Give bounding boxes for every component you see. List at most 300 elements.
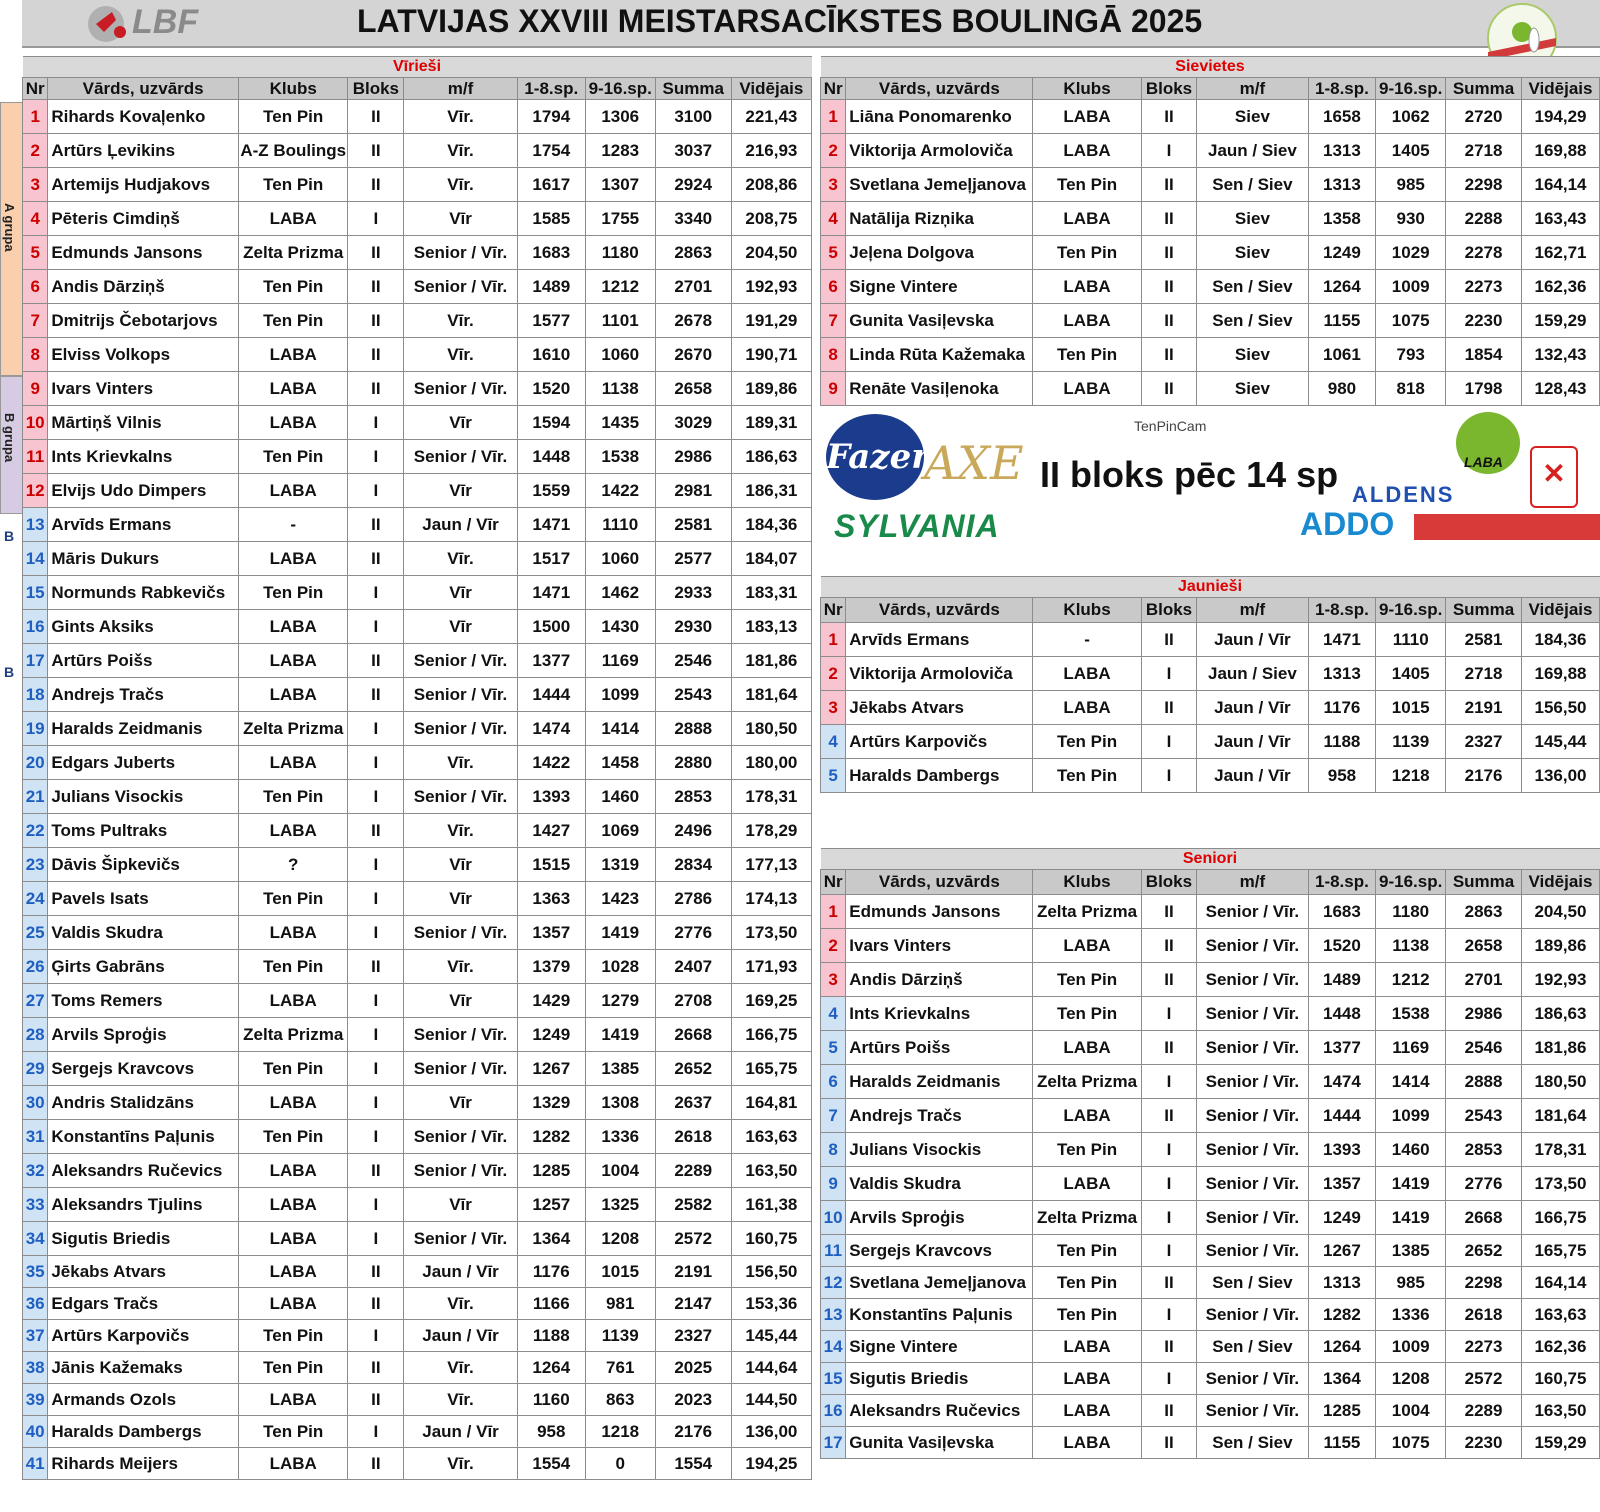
name-cell: Signe Vintere: [846, 1331, 1033, 1363]
table-row: [23, 1256, 812, 1288]
club-cell: LABA: [1033, 1099, 1141, 1133]
category-cell: Senior / Vīr.: [404, 236, 518, 270]
club-cell: Ten Pin: [1033, 338, 1141, 372]
games-9-16-cell: 1208: [1376, 1363, 1446, 1395]
average-cell: 166,75: [1521, 1201, 1599, 1235]
club-cell: LABA: [238, 1188, 348, 1222]
club-cell: Ten Pin: [238, 1052, 348, 1086]
club-cell: LABA: [1033, 1167, 1141, 1201]
table-row: [821, 1331, 1600, 1363]
games-1-8-cell: 1683: [517, 236, 585, 270]
rank-cell: 15: [821, 1363, 846, 1395]
rank-cell: 4: [821, 202, 846, 236]
average-cell: 145,44: [731, 1320, 811, 1352]
group-a-text: A grupa: [2, 203, 17, 252]
rank-cell: 9: [821, 1167, 846, 1201]
block-cell: I: [348, 1416, 404, 1448]
games-9-16-cell: 1538: [1376, 997, 1446, 1031]
rank-cell: 39: [23, 1384, 48, 1416]
games-1-8-cell: 1520: [1308, 929, 1376, 963]
games-1-8-cell: 1471: [1308, 623, 1376, 657]
category-cell: Senior / Vīr.: [1197, 1065, 1308, 1099]
total-cell: 2025: [655, 1352, 731, 1384]
games-1-8-cell: 1474: [517, 712, 585, 746]
total-cell: 2191: [1446, 691, 1522, 725]
games-9-16-cell: 1101: [585, 304, 655, 338]
block-cell: II: [348, 1448, 404, 1480]
average-cell: 183,31: [731, 576, 811, 610]
name-cell: Julians Visockis: [846, 1133, 1033, 1167]
block-cell: I: [348, 712, 404, 746]
total-cell: 2986: [655, 440, 731, 474]
table-row: [23, 1052, 812, 1086]
block-cell: II: [348, 372, 404, 406]
rank-cell: 28: [23, 1018, 48, 1052]
games-1-8-cell: 1427: [517, 814, 585, 848]
average-cell: 162,36: [1521, 1331, 1599, 1363]
average-cell: 192,93: [1521, 963, 1599, 997]
table-row: [821, 963, 1600, 997]
block-cell: I: [1141, 725, 1197, 759]
games-1-8-cell: 1264: [1308, 270, 1376, 304]
club-cell: Ten Pin: [1033, 1299, 1141, 1331]
total-cell: 2930: [655, 610, 731, 644]
average-cell: 171,93: [731, 950, 811, 984]
club-cell: LABA: [238, 746, 348, 780]
total-cell: 2880: [655, 746, 731, 780]
games-9-16-cell: 1110: [585, 508, 655, 542]
block-cell: I: [1141, 657, 1197, 691]
games-9-16-cell: 1419: [1376, 1167, 1446, 1201]
total-cell: 2863: [655, 236, 731, 270]
rank-cell: 23: [23, 848, 48, 882]
block-cell: I: [348, 848, 404, 882]
rank-cell: 37: [23, 1320, 48, 1352]
games-9-16-cell: 1460: [1376, 1133, 1446, 1167]
games-9-16-cell: 1009: [1376, 1331, 1446, 1363]
category-cell: Senior / Vīr.: [404, 780, 518, 814]
games-9-16-cell: 1212: [1376, 963, 1446, 997]
rank-cell: 4: [821, 725, 846, 759]
games-1-8-cell: 1377: [517, 644, 585, 678]
club-cell: Ten Pin: [238, 1320, 348, 1352]
block-cell: II: [1141, 372, 1197, 406]
total-cell: 2701: [1446, 963, 1522, 997]
name-cell: Liāna Ponomarenko: [846, 100, 1033, 134]
club-cell: LABA: [1033, 691, 1141, 725]
games-1-8-cell: 1285: [1308, 1395, 1376, 1427]
addo-logo: ADDO: [1300, 506, 1395, 542]
average-cell: 192,93: [731, 270, 811, 304]
name-cell: Edgars Tračs: [48, 1288, 239, 1320]
name-cell: Valdis Skudra: [48, 916, 239, 950]
club-cell: LABA: [1033, 100, 1141, 134]
category-cell: Siev: [1197, 236, 1308, 270]
total-cell: 2230: [1446, 304, 1522, 338]
table-row: [821, 1235, 1600, 1267]
average-cell: 186,63: [1521, 997, 1599, 1031]
average-cell: 173,50: [731, 916, 811, 950]
games-1-8-cell: 1313: [1308, 134, 1376, 168]
name-cell: Natālija Rizņika: [846, 202, 1033, 236]
average-cell: 191,29: [731, 304, 811, 338]
block-cell: II: [348, 270, 404, 304]
games-9-16-cell: 0: [585, 1448, 655, 1480]
games-1-8-cell: 1357: [517, 916, 585, 950]
column-header: Bloks: [1141, 870, 1197, 895]
block-cell: II: [1141, 1099, 1197, 1133]
block-cell: II: [348, 678, 404, 712]
games-1-8-cell: 1282: [1308, 1299, 1376, 1331]
total-cell: 1798: [1446, 372, 1522, 406]
average-cell: 216,93: [731, 134, 811, 168]
table-row: [23, 134, 812, 168]
block-cell: II: [348, 134, 404, 168]
average-cell: 173,50: [1521, 1167, 1599, 1201]
block-cell: I: [1141, 997, 1197, 1031]
column-header: Vidējais: [731, 78, 811, 100]
club-cell: LABA: [238, 372, 348, 406]
block-cell: I: [1141, 134, 1197, 168]
table-row: [23, 474, 812, 508]
block-cell: I: [348, 406, 404, 440]
rank-cell: 6: [23, 270, 48, 304]
category-cell: Vīr: [404, 1188, 518, 1222]
table-row: [23, 236, 812, 270]
games-9-16-cell: 1405: [1376, 657, 1446, 691]
group-b-label: [0, 376, 24, 514]
block-cell: II: [348, 1384, 404, 1416]
games-1-8-cell: 1517: [517, 542, 585, 576]
category-cell: Vīr.: [404, 950, 518, 984]
column-header: Nr: [821, 78, 846, 100]
games-1-8-cell: 1754: [517, 134, 585, 168]
total-cell: 2786: [655, 882, 731, 916]
club-cell: LABA: [238, 202, 348, 236]
name-cell: Ivars Vinters: [846, 929, 1033, 963]
total-cell: 1854: [1446, 338, 1522, 372]
category-cell: Jaun / Siev: [1197, 134, 1308, 168]
name-cell: Julians Visockis: [48, 780, 239, 814]
name-cell: Aleksandrs Ručevics: [846, 1395, 1033, 1427]
category-cell: Senior / Vīr.: [404, 270, 518, 304]
average-cell: 164,81: [731, 1086, 811, 1120]
games-9-16-cell: 1435: [585, 406, 655, 440]
table-row: [821, 236, 1600, 270]
group-b-marker: B: [4, 528, 15, 544]
name-cell: Aleksandrs Ručevics: [48, 1154, 239, 1188]
block-cell: II: [1141, 1031, 1197, 1065]
games-1-8-cell: 1683: [1308, 895, 1376, 929]
games-1-8-cell: 1658: [1308, 100, 1376, 134]
table-row: [23, 780, 812, 814]
games-9-16-cell: 1180: [585, 236, 655, 270]
total-cell: 2776: [655, 916, 731, 950]
club-cell: Ten Pin: [1033, 759, 1141, 793]
rank-cell: 15: [23, 576, 48, 610]
average-cell: 186,31: [731, 474, 811, 508]
games-1-8-cell: 1267: [517, 1052, 585, 1086]
club-cell: LABA: [238, 984, 348, 1018]
block-cell: II: [348, 168, 404, 202]
total-cell: 2546: [1446, 1031, 1522, 1065]
total-cell: 2577: [655, 542, 731, 576]
average-cell: 163,50: [731, 1154, 811, 1188]
column-header: 9-16.sp.: [1376, 870, 1446, 895]
fazer-logo: Fazer: [826, 414, 924, 500]
games-1-8-cell: 1471: [517, 576, 585, 610]
club-cell: LABA: [238, 1222, 348, 1256]
name-cell: Artūrs Ļevikins: [48, 134, 239, 168]
games-1-8-cell: 1264: [517, 1352, 585, 1384]
table-row: [23, 168, 812, 202]
rank-cell: 2: [821, 134, 846, 168]
block-cell: II: [348, 1352, 404, 1384]
block-cell: II: [1141, 100, 1197, 134]
rank-cell: 10: [23, 406, 48, 440]
rank-cell: 33: [23, 1188, 48, 1222]
games-9-16-cell: 1460: [585, 780, 655, 814]
average-cell: 178,31: [1521, 1133, 1599, 1167]
column-header: 9-16.sp.: [1376, 598, 1446, 623]
table-row: [821, 691, 1600, 725]
average-cell: 178,29: [731, 814, 811, 848]
category-cell: Jaun / Vīr: [1197, 623, 1308, 657]
rank-cell: 4: [821, 997, 846, 1031]
total-cell: 2678: [655, 304, 731, 338]
average-cell: 169,25: [731, 984, 811, 1018]
category-cell: Senior / Vīr.: [404, 1222, 518, 1256]
category-cell: Jaun / Siev: [1197, 657, 1308, 691]
games-1-8-cell: 1489: [517, 270, 585, 304]
block-cell: II: [1141, 168, 1197, 202]
name-cell: Svetlana Jemeļjanova: [846, 168, 1033, 202]
games-1-8-cell: 1448: [517, 440, 585, 474]
games-9-16-cell: 1385: [585, 1052, 655, 1086]
average-cell: 144,64: [731, 1352, 811, 1384]
rank-cell: 40: [23, 1416, 48, 1448]
name-cell: Elvijs Udo Dimpers: [48, 474, 239, 508]
games-9-16-cell: 793: [1376, 338, 1446, 372]
block-cell: I: [348, 1222, 404, 1256]
block-cell: I: [348, 474, 404, 508]
club-cell: Ten Pin: [238, 304, 348, 338]
rank-cell: 31: [23, 1120, 48, 1154]
name-cell: Jēkabs Atvars: [846, 691, 1033, 725]
table-row: [821, 338, 1600, 372]
column-header: Klubs: [1033, 870, 1141, 895]
section-title: Vīrieši: [23, 57, 812, 78]
table-row: [23, 406, 812, 440]
games-9-16-cell: 985: [1376, 1267, 1446, 1299]
club-cell: LABA: [1033, 1427, 1141, 1459]
table-row: [23, 1188, 812, 1222]
name-cell: Haralds Zeidmanis: [48, 712, 239, 746]
games-1-8-cell: 1520: [517, 372, 585, 406]
games-9-16-cell: 1029: [1376, 236, 1446, 270]
rank-cell: 20: [23, 746, 48, 780]
games-9-16-cell: 1138: [1376, 929, 1446, 963]
total-cell: 2327: [655, 1320, 731, 1352]
block-cell: II: [1141, 270, 1197, 304]
block-cell: II: [348, 100, 404, 134]
games-9-16-cell: 1138: [585, 372, 655, 406]
category-cell: Senior / Vīr.: [1197, 1235, 1308, 1267]
column-header: Bloks: [1141, 598, 1197, 623]
games-9-16-cell: 1462: [585, 576, 655, 610]
games-9-16-cell: 1004: [585, 1154, 655, 1188]
club-cell: Zelta Prizma: [1033, 1065, 1141, 1099]
name-cell: Arvīds Ermans: [48, 508, 239, 542]
name-cell: Artūrs Karpovičs: [48, 1320, 239, 1352]
seniors-results-table: [820, 848, 1600, 1459]
club-cell: Ten Pin: [238, 780, 348, 814]
average-cell: 132,43: [1521, 338, 1599, 372]
rank-cell: 7: [23, 304, 48, 338]
club-cell: LABA: [238, 1288, 348, 1320]
rank-cell: 9: [821, 372, 846, 406]
block-cell: I: [348, 1188, 404, 1222]
column-header: 9-16.sp.: [585, 78, 655, 100]
table-row: [821, 1099, 1600, 1133]
games-9-16-cell: 1075: [1376, 1427, 1446, 1459]
table-row: [821, 1299, 1600, 1331]
table-row: [23, 1416, 812, 1448]
name-cell: Artemijs Hudjakovs: [48, 168, 239, 202]
table-row: [23, 372, 812, 406]
rank-cell: 7: [821, 1099, 846, 1133]
column-header: Summa: [1446, 598, 1522, 623]
name-cell: Andrejs Tračs: [846, 1099, 1033, 1133]
games-9-16-cell: 1218: [585, 1416, 655, 1448]
club-cell: LABA: [238, 406, 348, 440]
club-cell: A-Z Boulings: [238, 134, 348, 168]
club-cell: LABA: [1033, 1331, 1141, 1363]
column-header: Vārds, uzvārds: [846, 598, 1033, 623]
name-cell: Toms Pultraks: [48, 814, 239, 848]
name-cell: Aleksandrs Tjulins: [48, 1188, 239, 1222]
rank-cell: 10: [821, 1201, 846, 1235]
block-cell: I: [348, 1086, 404, 1120]
average-cell: 189,86: [1521, 929, 1599, 963]
games-1-8-cell: 1176: [1308, 691, 1376, 725]
name-cell: Rihards Meijers: [48, 1448, 239, 1480]
games-9-16-cell: 1062: [1376, 100, 1446, 134]
total-cell: 2543: [1446, 1099, 1522, 1133]
average-cell: 163,63: [1521, 1299, 1599, 1331]
block-cell: II: [348, 542, 404, 576]
category-cell: Senior / Vīr.: [1197, 1099, 1308, 1133]
table-row: [23, 338, 812, 372]
games-1-8-cell: 1377: [1308, 1031, 1376, 1065]
games-9-16-cell: 1336: [585, 1120, 655, 1154]
club-cell: Ten Pin: [238, 168, 348, 202]
category-cell: Senior / Vīr.: [1197, 1299, 1308, 1331]
club-cell: -: [1033, 623, 1141, 657]
games-1-8-cell: 1500: [517, 610, 585, 644]
games-1-8-cell: 1393: [517, 780, 585, 814]
column-header: Vārds, uzvārds: [846, 78, 1033, 100]
table-row: [23, 576, 812, 610]
table-row: [821, 1201, 1600, 1235]
rank-cell: 1: [821, 623, 846, 657]
total-cell: 2572: [1446, 1363, 1522, 1395]
table-row: [821, 168, 1600, 202]
laba-logo-text: LABA: [1464, 454, 1503, 470]
rank-cell: 12: [23, 474, 48, 508]
table-row: [23, 678, 812, 712]
category-cell: Senior / Vīr.: [404, 372, 518, 406]
total-cell: 2658: [1446, 929, 1522, 963]
name-cell: Sergejs Kravcovs: [48, 1052, 239, 1086]
club-cell: LABA: [238, 644, 348, 678]
games-9-16-cell: 1405: [1376, 134, 1446, 168]
table-row: [821, 997, 1600, 1031]
block-cell: I: [348, 780, 404, 814]
name-cell: Ints Krievkalns: [48, 440, 239, 474]
name-cell: Jēkabs Atvars: [48, 1256, 239, 1288]
category-cell: Jaun / Vīr: [404, 1256, 518, 1288]
games-1-8-cell: 1166: [517, 1288, 585, 1320]
club-cell: LABA: [238, 1448, 348, 1480]
table-row: [821, 372, 1600, 406]
category-cell: Vīr: [404, 610, 518, 644]
games-9-16-cell: 818: [1376, 372, 1446, 406]
games-9-16-cell: 1423: [585, 882, 655, 916]
total-cell: 2853: [655, 780, 731, 814]
rank-cell: 9: [23, 372, 48, 406]
block-cell: II: [1141, 1395, 1197, 1427]
table-row: [23, 950, 812, 984]
name-cell: Pavels Isats: [48, 882, 239, 916]
total-cell: 2023: [655, 1384, 731, 1416]
column-header: m/f: [404, 78, 518, 100]
name-cell: Sergejs Kravcovs: [846, 1235, 1033, 1267]
rank-cell: 34: [23, 1222, 48, 1256]
games-1-8-cell: 1267: [1308, 1235, 1376, 1267]
club-cell: Ten Pin: [1033, 725, 1141, 759]
category-cell: Vīr: [404, 984, 518, 1018]
name-cell: Gints Aksiks: [48, 610, 239, 644]
table-row: [23, 610, 812, 644]
category-cell: Senior / Vīr.: [404, 712, 518, 746]
total-cell: 2273: [1446, 1331, 1522, 1363]
games-1-8-cell: 1444: [1308, 1099, 1376, 1133]
column-header: Vidējais: [1521, 598, 1599, 623]
club-cell: LABA: [238, 338, 348, 372]
block-cell: II: [348, 644, 404, 678]
rank-cell: 17: [821, 1427, 846, 1459]
category-cell: Senior / Vīr.: [1197, 1201, 1308, 1235]
tenpincam-logo: TenPinCam: [1134, 418, 1207, 434]
name-cell: Normunds Rabkevičs: [48, 576, 239, 610]
rank-cell: 14: [821, 1331, 846, 1363]
club-cell: LABA: [238, 814, 348, 848]
games-9-16-cell: 1208: [585, 1222, 655, 1256]
table-row: [821, 1395, 1600, 1427]
category-cell: Senior / Vīr.: [1197, 1167, 1308, 1201]
average-cell: 163,50: [1521, 1395, 1599, 1427]
rank-cell: 22: [23, 814, 48, 848]
table-row: [821, 623, 1600, 657]
games-1-8-cell: 1249: [1308, 1201, 1376, 1235]
games-1-8-cell: 1429: [517, 984, 585, 1018]
category-cell: Vīr: [404, 202, 518, 236]
total-cell: 2273: [1446, 270, 1522, 304]
column-header: Summa: [1446, 870, 1522, 895]
name-cell: Ivars Vinters: [48, 372, 239, 406]
category-cell: Senior / Vīr.: [404, 1154, 518, 1188]
